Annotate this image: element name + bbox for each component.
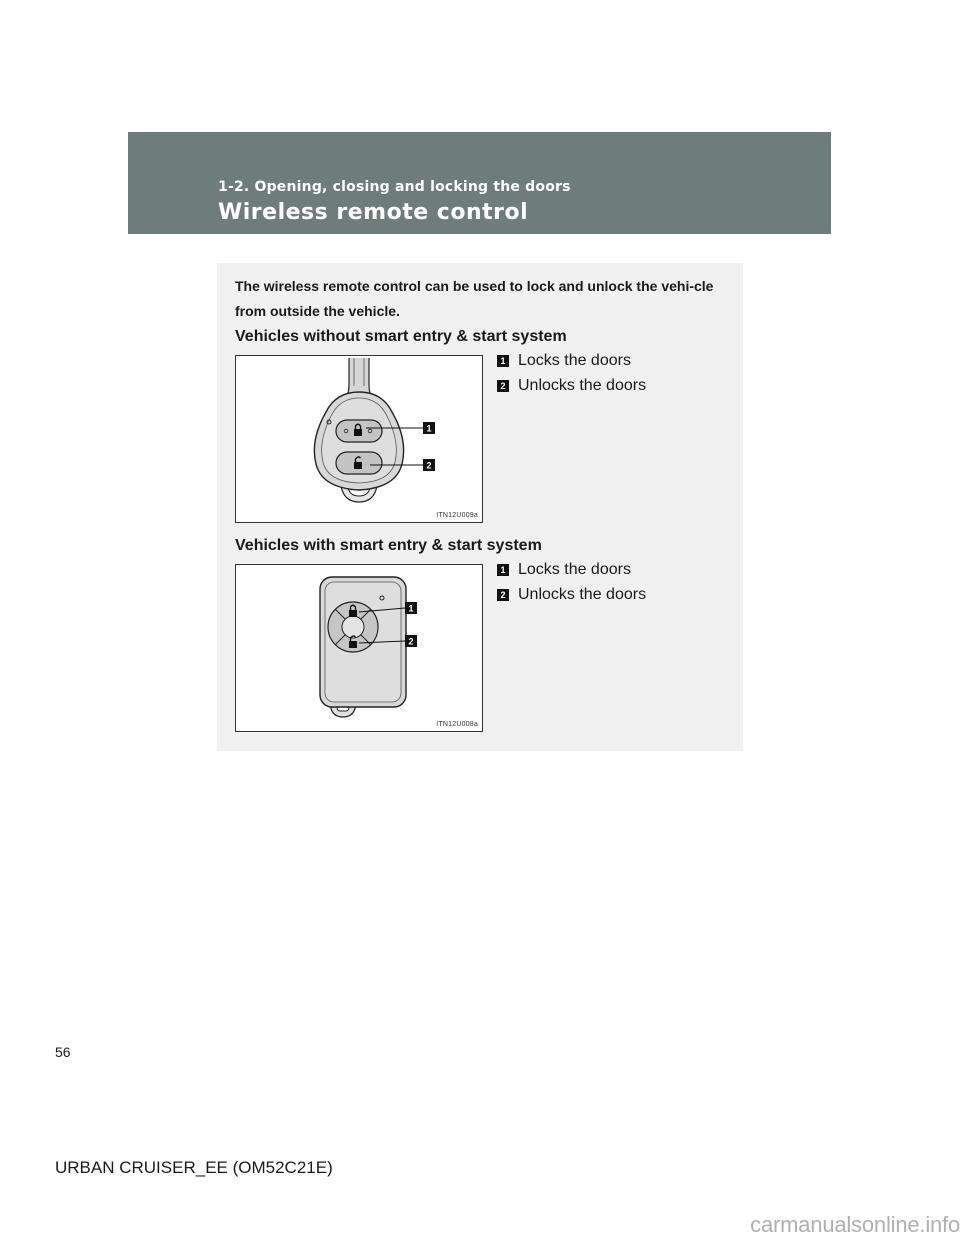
section-label: 1-2. Opening, closing and locking the doors: [218, 179, 571, 195]
legend-item: [497, 373, 646, 398]
legend-label: Locks the doors: [518, 351, 631, 369]
figure-key-remote: [235, 355, 483, 523]
heading-without-smart-entry: Vehicles without smart entry & start system: [235, 328, 567, 345]
svg-text:1: 1: [426, 423, 432, 434]
legend-with-smart-entry: [497, 557, 646, 607]
page-number: 56: [55, 1044, 71, 1060]
legend-item: [497, 557, 646, 582]
watermark[interactable]: carmanualsonline.info: [750, 1212, 960, 1237]
number-badge: 1: [497, 564, 509, 576]
legend-item: [497, 582, 646, 607]
figure-smart-key: [235, 564, 483, 732]
svg-text:2: 2: [408, 636, 414, 647]
legend-label: Locks the doors: [518, 560, 631, 578]
number-badge: 2: [497, 380, 509, 392]
smart-key-illustration: [236, 565, 484, 733]
page-title: Wireless remote control: [218, 200, 529, 225]
footer-model-code: URBAN CRUISER_EE (OM52C21E): [55, 1158, 333, 1177]
figure-code: ITN12U009a: [436, 512, 478, 519]
chapter-header: [128, 132, 831, 234]
legend-without-smart-entry: [497, 348, 646, 398]
heading-with-smart-entry: Vehicles with smart entry & start system: [235, 537, 542, 554]
number-badge: 2: [497, 589, 509, 601]
legend-label: Unlocks the doors: [518, 376, 647, 394]
legend-item: [497, 348, 646, 373]
svg-text:1: 1: [408, 603, 414, 614]
svg-text:2: 2: [426, 460, 432, 471]
content-box: [217, 263, 743, 751]
key-remote-illustration: [236, 356, 484, 524]
legend-label: Unlocks the doors: [518, 585, 647, 603]
figure-code: ITN12U008a: [436, 721, 478, 728]
number-badge: 1: [497, 355, 509, 367]
intro-text: The wireless remote control can be used to lock and unlock the vehi-cle from outside the vehicle.: [235, 278, 714, 319]
